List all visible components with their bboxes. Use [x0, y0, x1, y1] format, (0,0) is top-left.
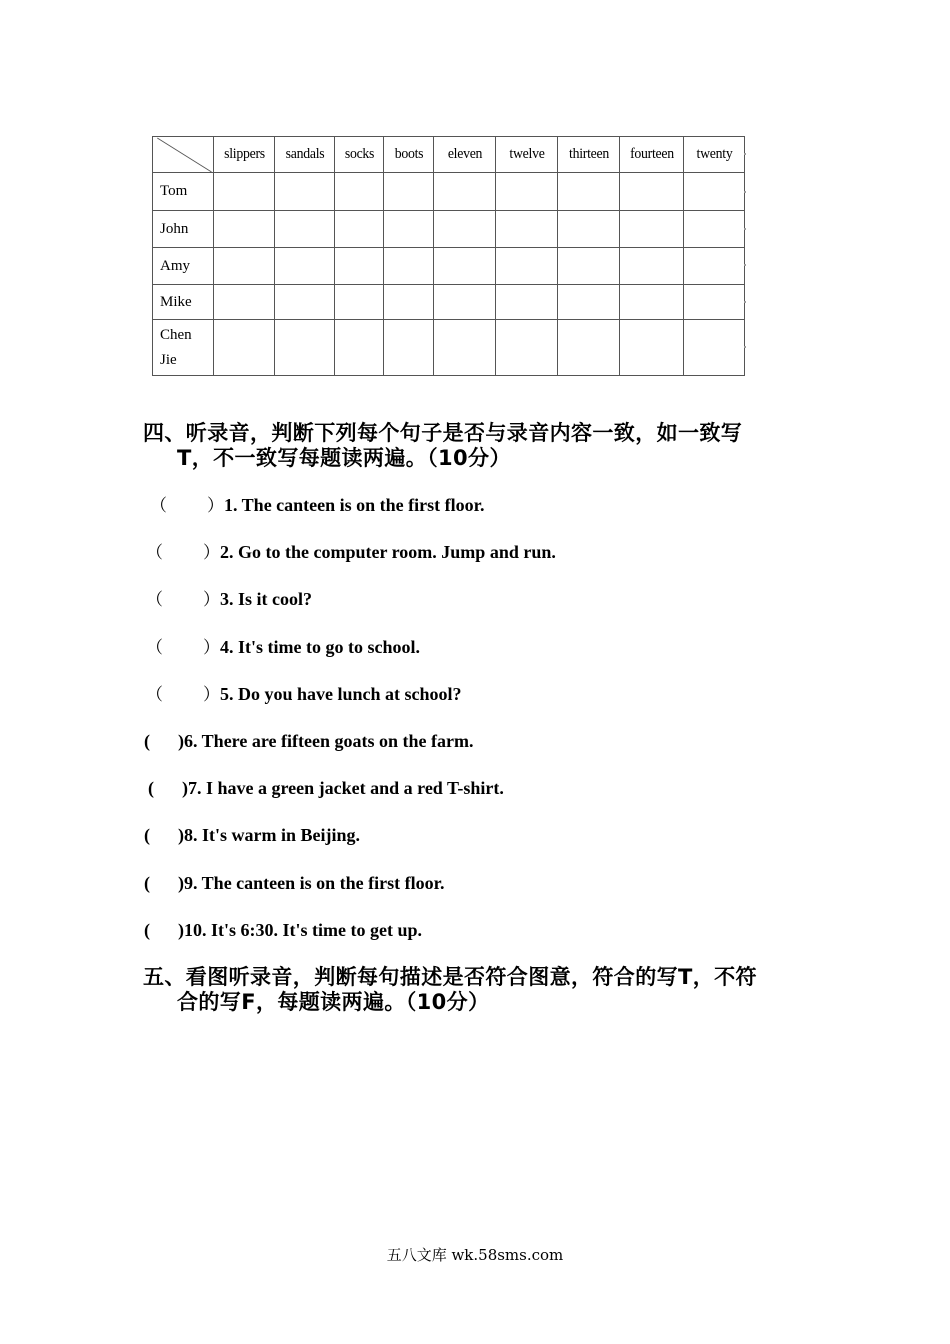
section-5-title-line1: 五、看图听录音，判断每句描述是否符合图意，符合的写T，不符: [143, 965, 757, 989]
page-footer: 五八文库 wk.58sms.com: [386, 1246, 564, 1264]
question-text: 8. It's warm in Beijing.: [184, 825, 361, 845]
listening-grid-table: [152, 136, 745, 376]
row-label-chen: Chen: [160, 326, 192, 343]
table-row: [153, 320, 745, 376]
answer-cell[interactable]: [214, 173, 275, 211]
question-text: 6. There are fifteen goats on the farm.: [184, 731, 474, 751]
question-6: [144, 730, 473, 752]
answer-cell[interactable]: [275, 173, 335, 211]
row-end-mark: [744, 264, 746, 266]
answer-bracket-open: （: [146, 590, 163, 610]
answer-cell[interactable]: [335, 320, 384, 376]
question-text: 3. Is it cool?: [220, 589, 312, 609]
answer-bracket-close: ）: [207, 496, 224, 516]
answer-bracket-close: ): [178, 920, 184, 940]
answer-bracket-close: ）: [203, 590, 220, 610]
row-end-mark: [744, 228, 746, 230]
row-label-chen-jie: [153, 320, 214, 376]
row-end-mark: [744, 191, 746, 193]
table-row: [153, 285, 745, 320]
row-end-mark: [744, 346, 746, 348]
answer-cell[interactable]: [275, 285, 335, 320]
answer-cell[interactable]: [384, 173, 434, 211]
column-header-socks: socks: [336, 137, 381, 173]
answer-cell[interactable]: [620, 248, 684, 285]
answer-bracket-close: ）: [203, 685, 220, 705]
column-header-sandals: sandals: [277, 137, 332, 173]
answer-cell[interactable]: [214, 211, 275, 248]
answer-cell[interactable]: [496, 173, 558, 211]
question-text: 7. I have a green jacket and a red T-shirt.: [188, 778, 504, 798]
answer-bracket-open: (: [144, 731, 150, 751]
section-4-heading: [143, 421, 803, 471]
answer-cell[interactable]: [620, 211, 684, 248]
corner-diagonal-cell: [155, 137, 211, 173]
answer-cell[interactable]: [384, 248, 434, 285]
answer-cell[interactable]: [335, 248, 384, 285]
answer-cell[interactable]: [335, 211, 384, 248]
diagonal-line: [155, 137, 211, 173]
row-label-jie: Jie: [160, 351, 177, 368]
answer-cell[interactable]: [684, 320, 745, 376]
answer-cell[interactable]: [214, 248, 275, 285]
table-row: [153, 173, 745, 211]
row-end-mark: [744, 301, 746, 303]
answer-cell[interactable]: [214, 320, 275, 376]
answer-cell[interactable]: [275, 320, 335, 376]
column-header-slippers: slippers: [216, 137, 272, 173]
question-8: [144, 824, 360, 846]
question-9: [144, 872, 445, 894]
answer-cell[interactable]: [335, 173, 384, 211]
row-end-mark: [744, 153, 746, 155]
answer-cell[interactable]: [558, 320, 620, 376]
answer-cell[interactable]: [214, 285, 275, 320]
answer-cell[interactable]: [496, 211, 558, 248]
question-text: 5. Do you have lunch at school?: [220, 684, 462, 704]
column-header-eleven: eleven: [436, 137, 493, 173]
section-4-title-line2: T，不一致写每题读两遍。（10分）: [177, 446, 511, 470]
question-text: 2. Go to the computer room. Jump and run.: [220, 542, 556, 562]
column-header-boots: boots: [386, 137, 432, 173]
answer-bracket-close: ）: [203, 638, 220, 658]
question-1: [150, 494, 485, 517]
answer-cell[interactable]: [684, 211, 745, 248]
section-5-title-line2: 合的写F，每题读两遍。（10分）: [177, 990, 490, 1014]
question-10: [144, 919, 422, 941]
answer-bracket-open: (: [148, 778, 154, 798]
answer-bracket-close: ): [178, 731, 184, 751]
answer-cell[interactable]: [558, 211, 620, 248]
answer-cell[interactable]: [434, 211, 496, 248]
answer-bracket-open: （: [146, 543, 163, 563]
answer-bracket-open: (: [144, 920, 150, 940]
column-header-fourteen: fourteen: [622, 137, 681, 173]
answer-cell[interactable]: [620, 320, 684, 376]
question-text: 10. It's 6:30. It's time to get up.: [184, 920, 422, 940]
answer-cell[interactable]: [558, 248, 620, 285]
answer-cell[interactable]: [384, 320, 434, 376]
answer-cell[interactable]: [620, 173, 684, 211]
row-label-mike: Mike: [153, 285, 214, 320]
answer-cell[interactable]: [275, 211, 335, 248]
table-row: [153, 211, 745, 248]
answer-cell[interactable]: [335, 285, 384, 320]
answer-cell[interactable]: [434, 173, 496, 211]
answer-cell[interactable]: [496, 248, 558, 285]
answer-cell[interactable]: [684, 248, 745, 285]
answer-bracket-close: ）: [203, 543, 220, 563]
section-5-heading: [143, 965, 803, 1015]
answer-bracket-close: ): [182, 778, 188, 798]
question-2: [146, 541, 556, 564]
answer-cell[interactable]: [434, 285, 496, 320]
answer-bracket-open: (: [144, 825, 150, 845]
table-header-row: [153, 137, 745, 173]
answer-bracket-open: （: [150, 496, 167, 516]
row-label-john: John: [153, 211, 214, 248]
answer-cell[interactable]: [434, 320, 496, 376]
answer-cell[interactable]: [620, 285, 684, 320]
answer-bracket-close: ): [178, 873, 184, 893]
answer-cell[interactable]: [384, 285, 434, 320]
question-text: 9. The canteen is on the first floor.: [184, 873, 445, 893]
answer-bracket-close: ): [178, 825, 184, 845]
answer-cell[interactable]: [275, 248, 335, 285]
table-row: [153, 248, 745, 285]
column-header-thirteen: thirteen: [560, 137, 617, 173]
answer-cell[interactable]: [384, 211, 434, 248]
answer-bracket-open: (: [144, 873, 150, 893]
answer-cell[interactable]: [496, 285, 558, 320]
column-header-twenty: twenty: [686, 137, 742, 173]
question-7: [148, 777, 504, 799]
column-header-twelve: twelve: [498, 137, 555, 173]
section-4-title-line1: 四、听录音，判断下列每个句子是否与录音内容一致，如一致写: [143, 421, 743, 445]
question-5: [146, 683, 462, 706]
answer-cell[interactable]: [684, 173, 745, 211]
answer-cell[interactable]: [434, 248, 496, 285]
answer-bracket-open: （: [146, 638, 163, 658]
answer-cell[interactable]: [558, 173, 620, 211]
question-3: [146, 588, 312, 611]
row-label-amy: Amy: [153, 248, 214, 285]
answer-cell[interactable]: [684, 285, 745, 320]
answer-cell[interactable]: [558, 285, 620, 320]
answer-cell[interactable]: [496, 320, 558, 376]
answer-bracket-open: （: [146, 685, 163, 705]
question-text: 4. It's time to go to school.: [220, 637, 420, 657]
question-4: [146, 636, 420, 659]
row-label-tom: Tom: [153, 173, 214, 211]
question-text: 1. The canteen is on the first floor.: [224, 495, 485, 515]
